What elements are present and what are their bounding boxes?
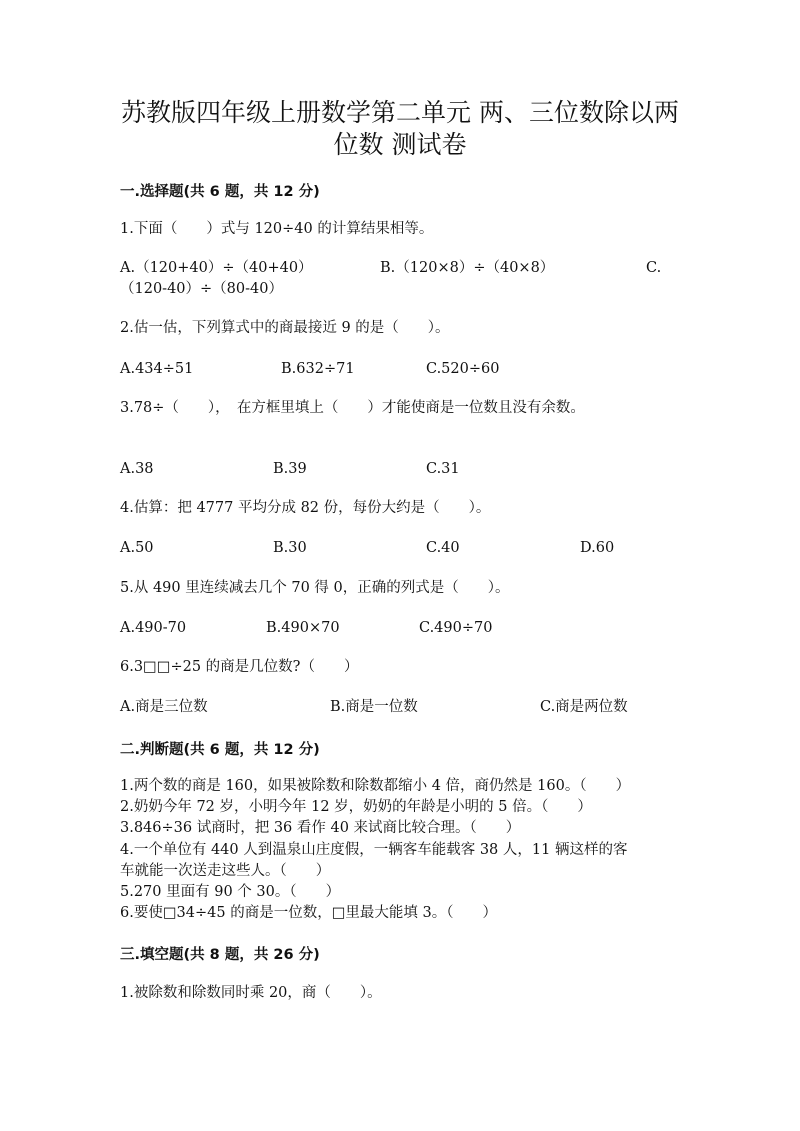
section-heading-fill: 三.填空题(共 8 题，共 26 分) [120, 947, 320, 963]
option-a: A.434÷51 [120, 361, 194, 377]
section-heading-judge: 二.判断题(共 6 题，共 12 分) [120, 742, 320, 758]
option-a: A.38 [120, 461, 154, 477]
option-c-label: C. [646, 260, 662, 276]
question-stem: 5.从 490 里连续减去几个 70 得 0，正确的列式是（ ）。 [120, 580, 510, 596]
option-a: A.商是三位数 [120, 699, 208, 715]
judge-item-continued: 车就能一次送走这些人。（ ） [120, 863, 331, 879]
option-c: C.40 [426, 540, 460, 556]
document-title-line-2: 位数 测试卷 [333, 130, 467, 159]
option-c: （120-40）÷（80-40） [120, 281, 283, 297]
option-c: C.31 [426, 461, 460, 477]
question-stem: 1.下面（ ）式与 120÷40 的计算结果相等。 [120, 221, 434, 237]
question-stem: 3.78÷（ ）， 在方框里填上（ ）才能使商是一位数且没有余数。 [120, 400, 585, 416]
option-c: C.商是两位数 [540, 699, 628, 715]
question-stem: 2.估一估，下列算式中的商最接近 9 的是（ ）。 [120, 320, 450, 336]
option-b: B.39 [273, 461, 307, 477]
option-b: B.（120×8）÷（40×8） [380, 260, 555, 276]
option-c: C.520÷60 [426, 361, 500, 377]
judge-item: 3.846÷36 试商时，把 36 看作 40 来试商比较合理。（ ） [120, 820, 521, 836]
question-stem: 6.3□□÷25 的商是几位数?（ ） [120, 659, 359, 675]
question-stem: 4.估算：把 4777 平均分成 82 份，每份大约是（ ）。 [120, 500, 491, 516]
option-a: A.490-70 [120, 620, 187, 636]
option-b: B.30 [273, 540, 307, 556]
option-b: B.490×70 [266, 620, 340, 636]
judge-item: 4.一个单位有 440 人到温泉山庄度假，一辆客车能载客 38 人，11 辆这样的客 [120, 842, 628, 858]
option-c: C.490÷70 [419, 620, 493, 636]
judge-item: 2.奶奶今年 72 岁，小明今年 12 岁，奶奶的年龄是小明的 5 倍。（ ） [120, 799, 592, 815]
option-d: D.60 [580, 540, 615, 556]
option-a: A.（120+40）÷（40+40） [120, 260, 313, 276]
question-stem: 1.被除数和除数同时乘 20，商（ ）。 [120, 985, 382, 1001]
judge-item: 6.要使□34÷45 的商是一位数，□里最大能填 3。（ ） [120, 905, 497, 921]
option-b: B.商是一位数 [330, 699, 418, 715]
judge-item: 5.270 里面有 90 个 30。（ ） [120, 884, 341, 900]
section-heading-choice: 一.选择题(共 6 题，共 12 分) [120, 184, 320, 200]
option-a: A.50 [120, 540, 154, 556]
judge-item: 1.两个数的商是 160，如果被除数和除数都缩小 4 倍，商仍然是 160。（ ） [120, 778, 631, 794]
option-b: B.632÷71 [281, 361, 355, 377]
document-title-line-1: 苏教版四年级上册数学第二单元 两、三位数除以两 [121, 98, 679, 127]
